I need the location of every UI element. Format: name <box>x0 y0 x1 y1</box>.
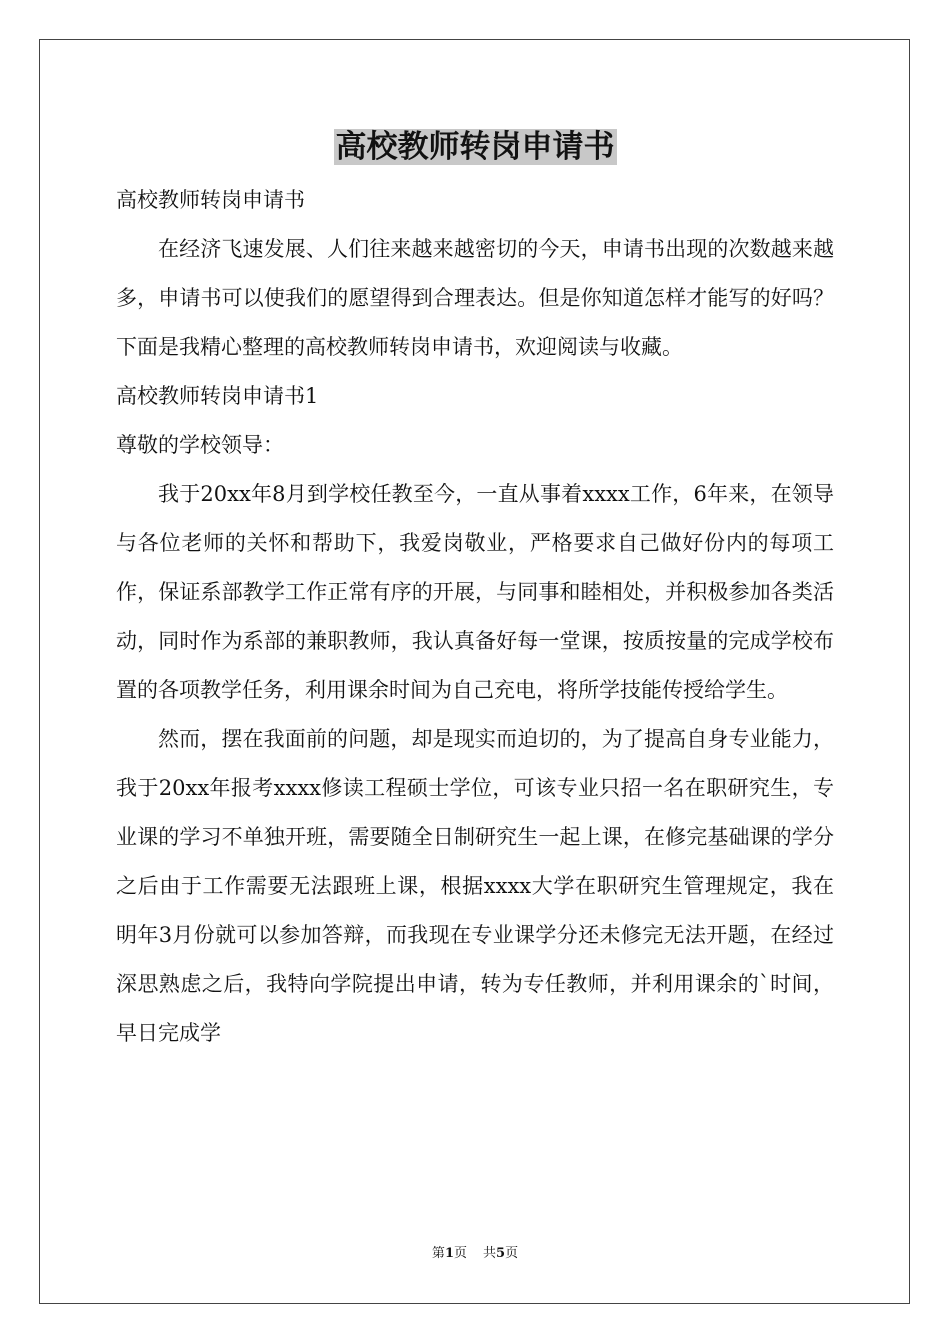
subtitle-line: 高校教师转岗申请书 <box>116 188 305 212</box>
total-prefix: 共 <box>483 1246 497 1261</box>
total-suffix: 页 <box>505 1246 519 1261</box>
intro-paragraph: 在经济飞速发展、人们往来越来越密切的今天，申请书出现的次数越来越多，申请书可以使我们的愿望得到合理表达。但是你知道怎样才能写的好吗？下面是我精心整理的高校教师转岗申请书，欢迎阅读与收藏。 <box>116 237 834 359</box>
salutation: 尊敬的学校领导： <box>116 433 284 457</box>
page-suffix: 页 <box>453 1246 467 1261</box>
page-total-number: 5 <box>496 1246 506 1261</box>
section-heading: 高校教师转岗申请书1 <box>116 384 319 408</box>
body-paragraph-2: 然而，摆在我面前的问题，却是现实而迫切的，为了提高自身专业能力，我于20xx年报考xxxx修读工程硕士学位，可该专业只招一名在职研究生，专业课的学习不单独开班，需要随全日制研究生一起上课，在修完基础课的学分之后由于工作需要无法跟班上课，根据xxxx大学在职研究生管理规定，我在明年3月份就可以参加答辩，而我现在专业课学分还未修完无法开题，在经过深思熟虑之后，我特向学院提出申请，转为专任教师，并利用课余的`时间，早日完成学 <box>116 727 834 1045</box>
page-footer <box>0 1244 950 1264</box>
document-body <box>116 176 834 1058</box>
document-title <box>0 124 950 170</box>
body-paragraph-1: 我于20xx年8月到学校任教至今，一直从事着xxxx工作，6年来，在领导与各位老师的关怀和帮助下，我爱岗敬业，严格要求自己做好份内的每项工作，保证系部教学工作正常有序的开展，与同事和睦相处，并积极参加各类活动，同时作为系部的兼职教师，我认真备好每一堂课，按质按量的完成学校布置的各项教学任务，利用课余时间为自己充电，将所学技能传授给学生。 <box>116 482 834 702</box>
document-title-text: 高校教师转岗申请书 <box>335 129 615 165</box>
page-current-number: 1 <box>444 1246 454 1261</box>
page-prefix: 第 <box>431 1246 445 1261</box>
